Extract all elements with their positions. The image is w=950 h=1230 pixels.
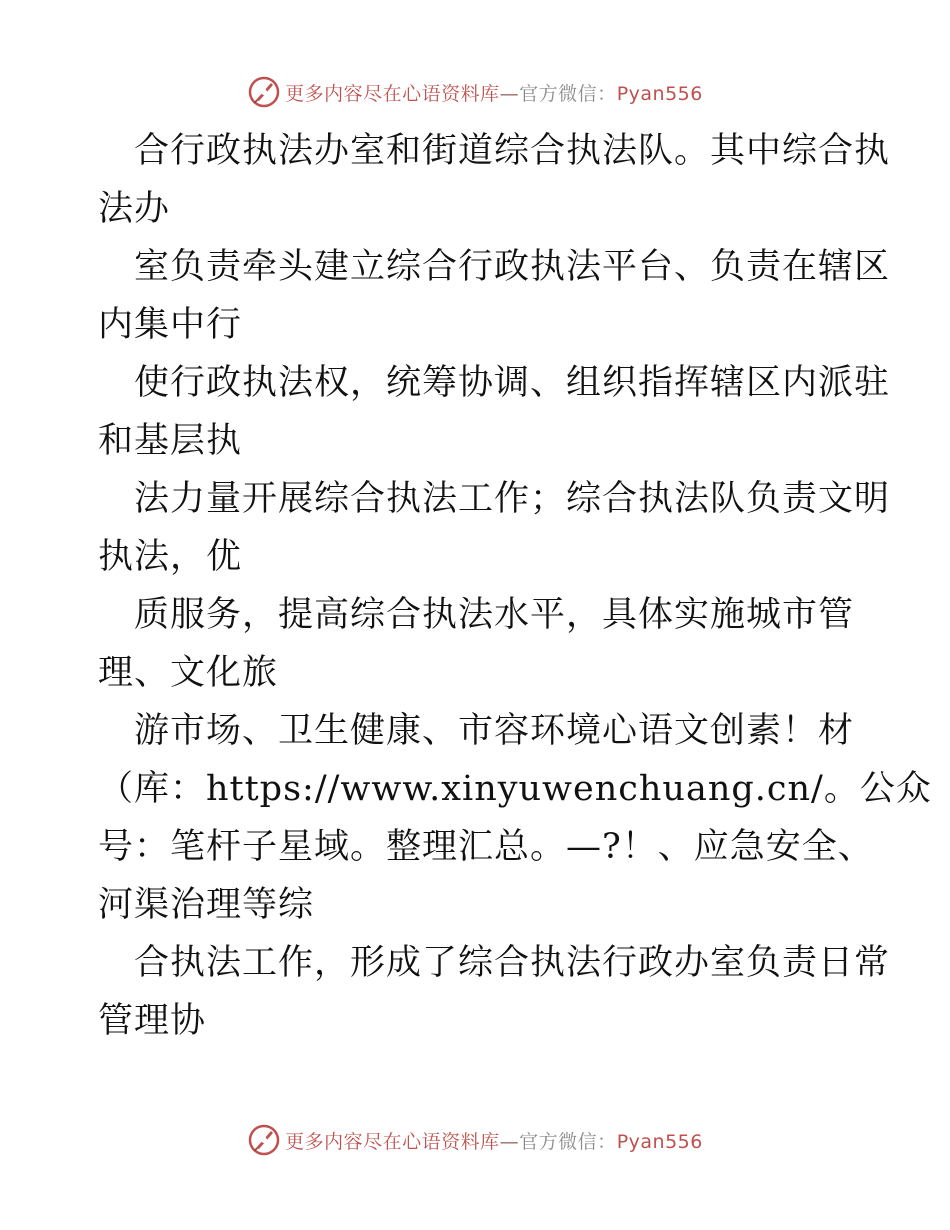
watermark-site-text: 更多内容尽在心语资料库 <box>285 82 500 105</box>
watermark-site-text: 更多内容尽在心语资料库 <box>285 1130 500 1153</box>
watermark-separator: — <box>499 1130 520 1153</box>
watermark-text <box>285 1127 703 1154</box>
text-line: （库：https://www.xinyuwenchuang.cn/。公众 <box>98 769 932 809</box>
text-line: 法力量开展综合执法工作；综合执法队负责文明 <box>134 479 891 519</box>
text-line: 和基层执 <box>98 421 243 461</box>
text-line: 合行政执法办室和街道综合执法队。其中综合执 <box>134 131 891 171</box>
quill-pen-icon <box>247 1123 281 1157</box>
watermark-text <box>285 79 703 106</box>
text-line: 质服务，提高综合执法水平，具体实施城市管 <box>134 595 855 635</box>
footer-watermark <box>0 1120 950 1160</box>
quill-pen-icon <box>247 75 281 109</box>
watermark-wechat-label: 官方微信： <box>519 82 617 105</box>
text-line: 理、文化旅 <box>98 653 279 693</box>
text-line: 管理协 <box>98 1001 207 1041</box>
text-line: 法办 <box>98 189 171 229</box>
watermark-wechat-label: 官方微信： <box>519 1130 617 1153</box>
watermark-wechat-id: Pyan556 <box>616 82 703 105</box>
text-line: 内集中行 <box>98 305 243 345</box>
watermark-separator: — <box>499 82 520 105</box>
text-line: 游市场、卫生健康、市容环境心语文创素！材 <box>134 711 855 751</box>
document-body <box>98 122 932 1050</box>
text-line: 室负责牵头建立综合行政执法平台、负责在辖区 <box>134 247 891 287</box>
text-line: 河渠治理等综 <box>98 885 315 925</box>
text-line: 号：笔杆子星域。整理汇总。—?！、应急安全、 <box>98 827 874 867</box>
text-line: 使行政执法权，统筹协调、组织指挥辖区内派驻 <box>134 363 891 403</box>
text-line: 执法，优 <box>98 537 243 577</box>
header-watermark <box>0 72 950 112</box>
text-line: 合执法工作，形成了综合执法行政办室负责日常 <box>134 943 891 983</box>
watermark-wechat-id: Pyan556 <box>616 1130 703 1153</box>
